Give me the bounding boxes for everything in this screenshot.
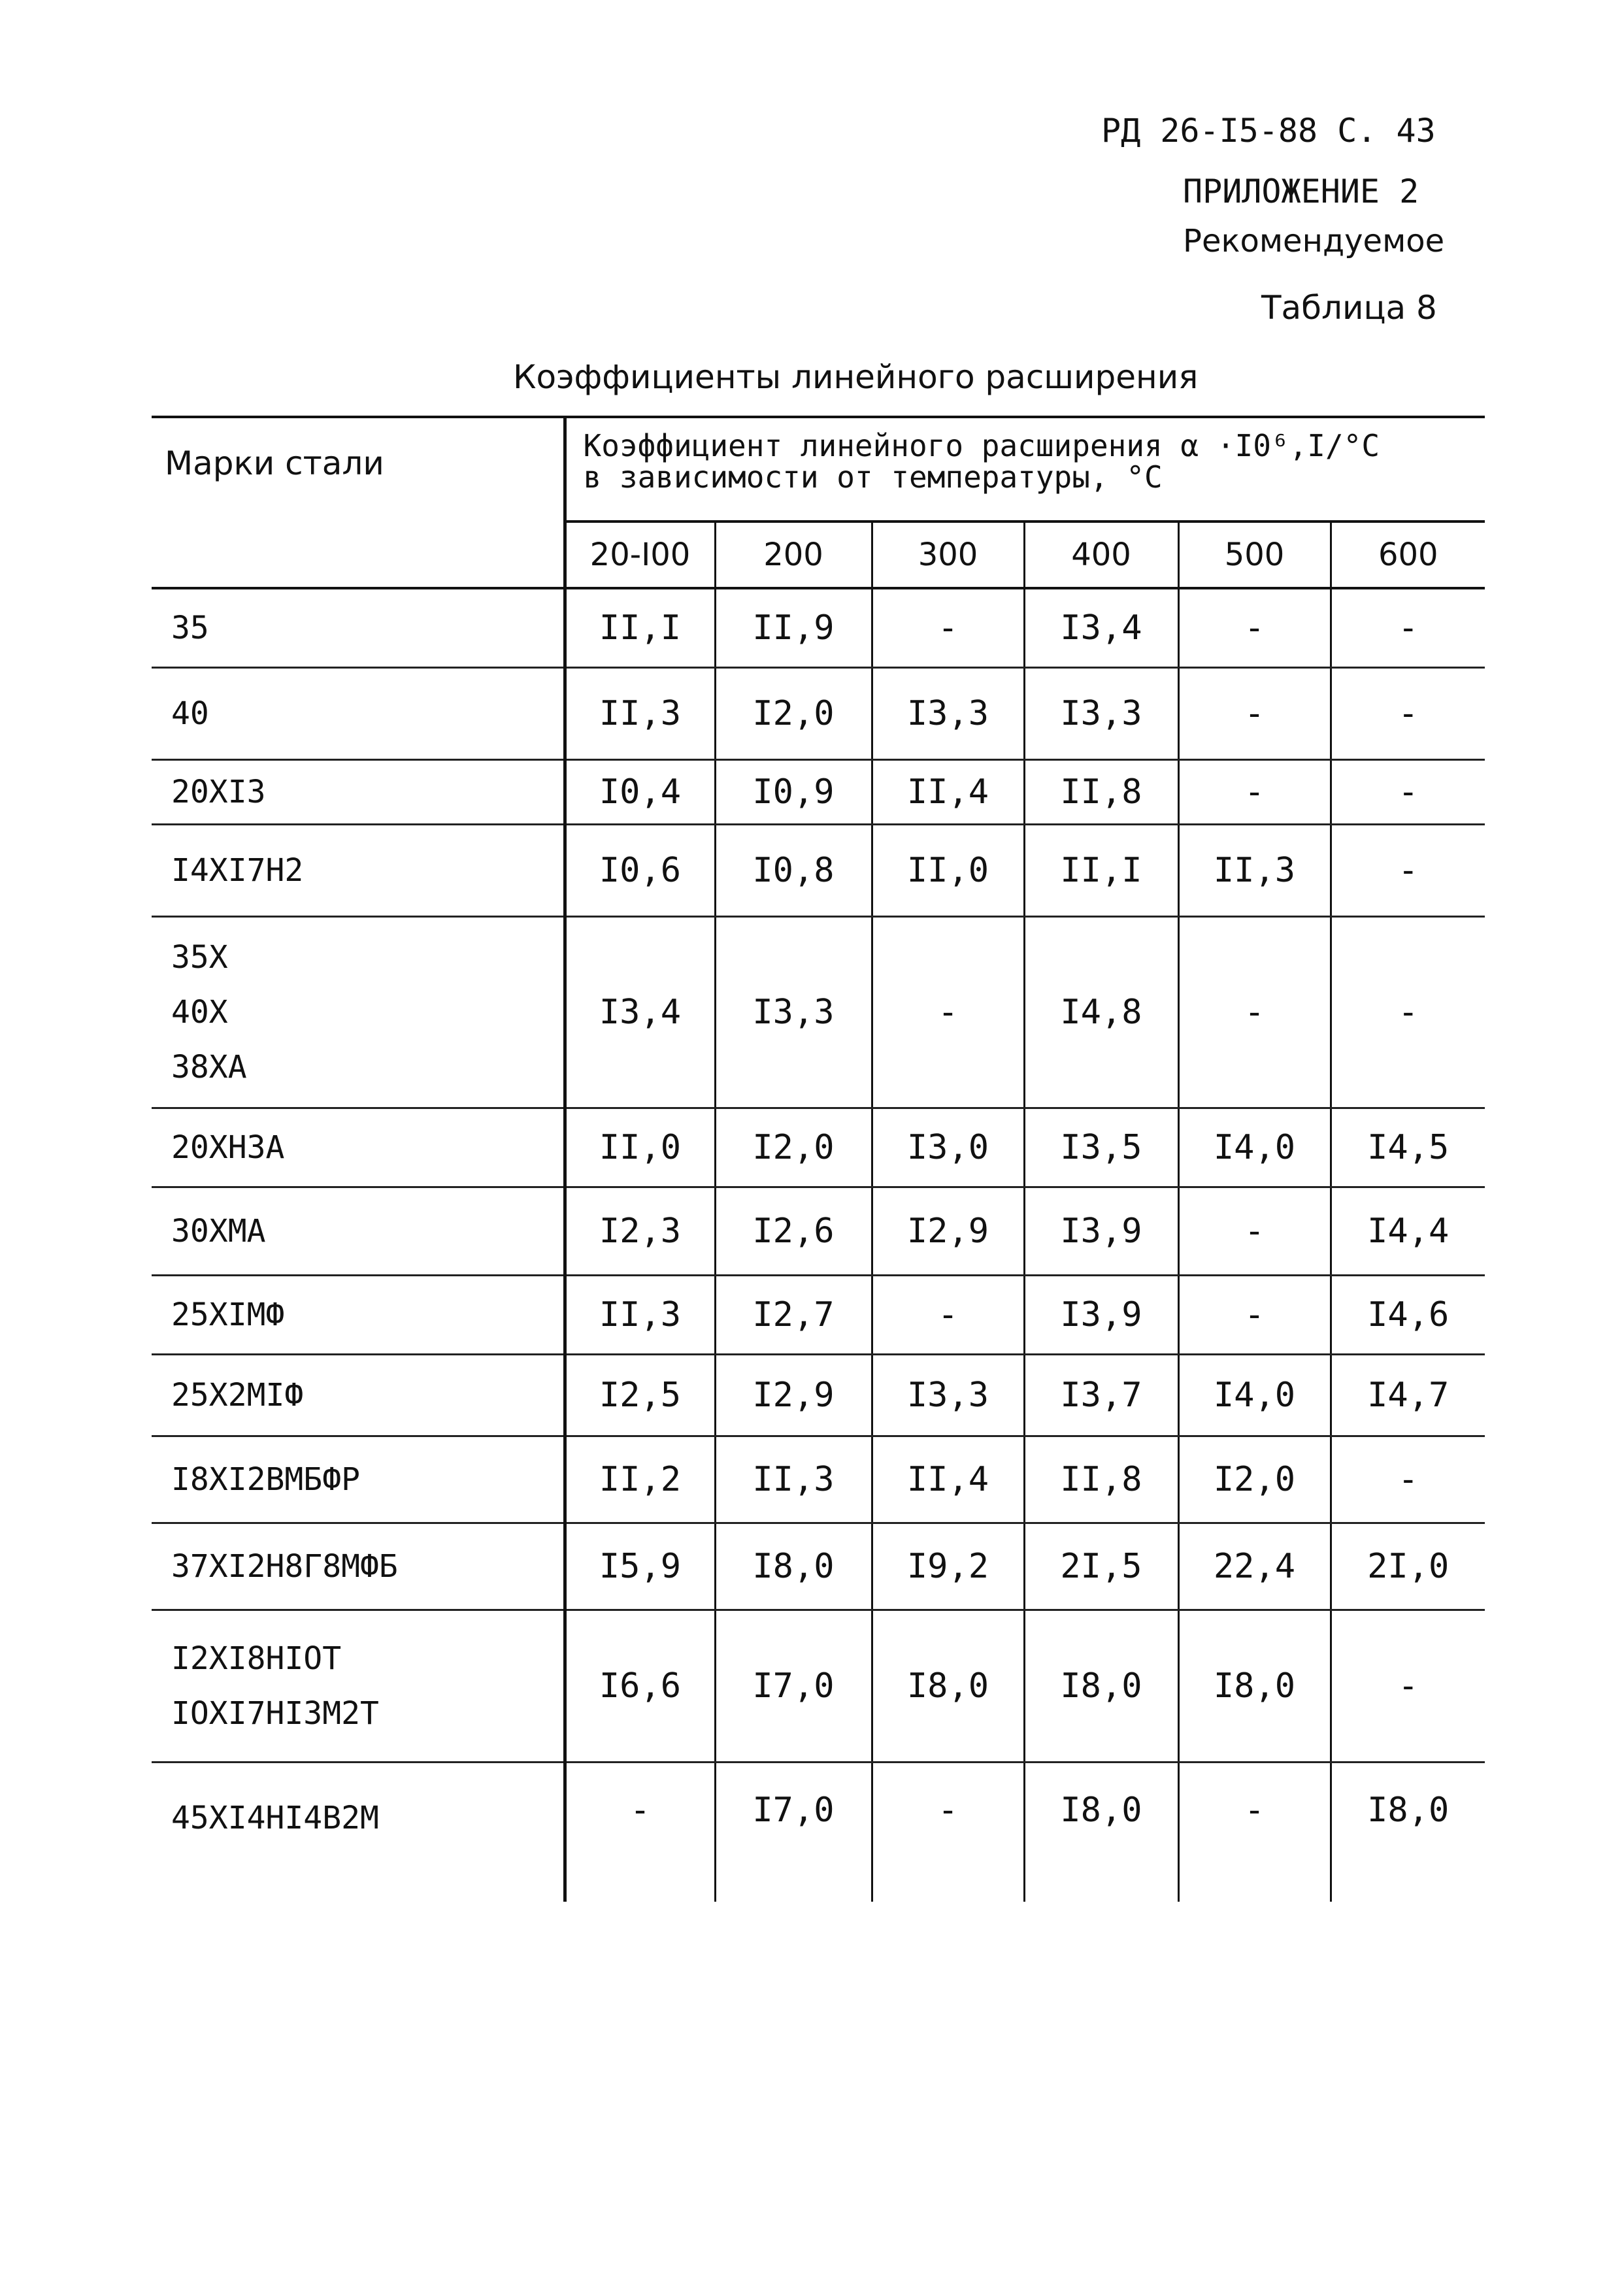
steel-grade-cell xyxy=(152,1355,565,1436)
coefficient-value: II,3 xyxy=(565,1276,715,1355)
steel-grade: 38XA xyxy=(171,1049,247,1085)
coefficient-value: I2,0 xyxy=(1178,1436,1331,1523)
temperature-header: 300 xyxy=(872,521,1024,588)
coefficient-value: I4,0 xyxy=(1178,1108,1331,1187)
coefficient-value: - xyxy=(1178,760,1331,825)
temperature-header: 20-I00 xyxy=(565,521,715,588)
steel-grade: I4XI7H2 xyxy=(171,852,304,889)
coefficient-value: I8,0 xyxy=(1024,1763,1178,1902)
coefficient-value: 2I,5 xyxy=(1024,1523,1178,1610)
coefficient-value: I3,3 xyxy=(872,668,1024,760)
coefficient-value: I8,0 xyxy=(872,1610,1024,1763)
coefficient-value: II,2 xyxy=(565,1436,715,1523)
table-header-row xyxy=(152,417,1485,521)
table-caption: Коэффициенты линейного расширения xyxy=(513,358,1199,396)
steel-grade: 37XI2H8Г8MФБ xyxy=(171,1548,398,1585)
coefficient-value: I2,5 xyxy=(565,1355,715,1436)
coefficient-value: - xyxy=(1178,917,1331,1108)
coefficient-value: I4,7 xyxy=(1331,1355,1485,1436)
steel-grade: 35 xyxy=(171,610,209,646)
coefficient-value: I4,4 xyxy=(1331,1187,1485,1276)
coefficient-value: - xyxy=(872,917,1024,1108)
steel-grade-cell xyxy=(152,1187,565,1276)
steel-grade: 20XI3 xyxy=(171,774,266,810)
coefficient-value: I2,6 xyxy=(715,1187,872,1276)
table-row xyxy=(152,1610,1485,1763)
coefficient-value: II,9 xyxy=(715,588,872,668)
coefficient-value: - xyxy=(1331,825,1485,917)
coefficient-value: I3,3 xyxy=(1024,668,1178,760)
steel-grade-cell xyxy=(152,1523,565,1610)
coefficient-value: I5,9 xyxy=(565,1523,715,1610)
coefficient-value: I9,2 xyxy=(872,1523,1024,1610)
coefficient-value: II,4 xyxy=(872,760,1024,825)
steel-grade-cell xyxy=(152,1108,565,1187)
coefficient-value: - xyxy=(872,588,1024,668)
coefficient-value: II,3 xyxy=(565,668,715,760)
appendix-status: Рекомендуемое xyxy=(1183,223,1445,259)
steel-grade: I8XI2BMБФР xyxy=(171,1461,360,1498)
table-row xyxy=(152,1355,1485,1436)
table-row xyxy=(152,668,1485,760)
coefficient-value: - xyxy=(565,1763,715,1902)
coefficient-value: - xyxy=(1178,1187,1331,1276)
coefficient-value: I2,9 xyxy=(872,1187,1024,1276)
coefficient-value: - xyxy=(1331,917,1485,1108)
coefficient-value: - xyxy=(1178,668,1331,760)
steel-grade-header: Марки стали xyxy=(152,417,565,588)
temperature-header: 500 xyxy=(1178,521,1331,588)
coefficient-value: I8,0 xyxy=(715,1523,872,1610)
table-row xyxy=(152,1523,1485,1610)
table-row xyxy=(152,1187,1485,1276)
table-row xyxy=(152,1276,1485,1355)
document-code: РД 26-I5-88 С. 43 xyxy=(1101,112,1436,150)
coefficient-header xyxy=(565,417,1485,521)
coefficient-value: I3,0 xyxy=(872,1108,1024,1187)
coefficient-value: I3,3 xyxy=(872,1355,1024,1436)
temperature-header: 200 xyxy=(715,521,872,588)
coefficient-value: II,3 xyxy=(715,1436,872,1523)
table-row xyxy=(152,588,1485,668)
coefficient-header-line2: в зависимости от температуры, °C xyxy=(583,459,1163,495)
steel-grade: I2XI8HIOT xyxy=(171,1640,342,1677)
steel-grade: 25X2MIФ xyxy=(171,1377,304,1414)
table-row xyxy=(152,1436,1485,1523)
coefficient-value: I7,0 xyxy=(715,1763,872,1902)
coefficient-value: II,3 xyxy=(1178,825,1331,917)
coefficient-value: I7,0 xyxy=(715,1610,872,1763)
steel-grade: 40 xyxy=(171,695,209,732)
steel-grade-cell xyxy=(152,825,565,917)
steel-grade: 40X xyxy=(171,994,228,1031)
coefficient-value: I3,9 xyxy=(1024,1276,1178,1355)
steel-grade-cell xyxy=(152,668,565,760)
table-number: Таблица 8 xyxy=(1261,289,1437,327)
coefficient-value: I0,8 xyxy=(715,825,872,917)
coefficient-value: I3,7 xyxy=(1024,1355,1178,1436)
coefficient-value: 2I,0 xyxy=(1331,1523,1485,1610)
coefficient-value: II,4 xyxy=(872,1436,1024,1523)
coefficient-value: I2,7 xyxy=(715,1276,872,1355)
steel-grade-cell xyxy=(152,917,565,1108)
coefficient-value: I4,8 xyxy=(1024,917,1178,1108)
coefficient-header-line1: Коэффициент линейного расширения α ·I0⁶,I/°C xyxy=(583,428,1380,463)
table-row xyxy=(152,917,1485,1108)
coefficient-value: I2,0 xyxy=(715,1108,872,1187)
coefficient-value: II,0 xyxy=(872,825,1024,917)
steel-grade: 20XH3A xyxy=(171,1129,285,1166)
coefficient-value: I0,4 xyxy=(565,760,715,825)
table-row xyxy=(152,760,1485,825)
coefficient-value: I8,0 xyxy=(1367,1791,1450,1830)
coefficient-value: I0,9 xyxy=(715,760,872,825)
steel-grade: 25XIMФ xyxy=(171,1297,285,1333)
coefficient-value: - xyxy=(1178,1763,1331,1902)
coefficient-value: I0,6 xyxy=(565,825,715,917)
coefficient-value: - xyxy=(1331,760,1485,825)
coefficient-value: II,8 xyxy=(1024,760,1178,825)
steel-grade: IOXI7HI3M2T xyxy=(171,1695,379,1732)
coefficient-value: 22,4 xyxy=(1178,1523,1331,1610)
coefficient-value: II,I xyxy=(565,588,715,668)
coefficient-value: I8,0 xyxy=(1178,1610,1331,1763)
coefficient-value: I6,6 xyxy=(565,1610,715,1763)
coefficient-value: - xyxy=(872,1763,1024,1902)
temperature-header: 400 xyxy=(1024,521,1178,588)
coefficient-value: II,0 xyxy=(565,1108,715,1187)
steel-grade-cell xyxy=(152,1610,565,1763)
coefficient-value: - xyxy=(1331,588,1485,668)
steel-grade: 35X xyxy=(171,939,228,976)
temperature-header: 600 xyxy=(1331,521,1485,588)
coefficient-value: I2,0 xyxy=(715,668,872,760)
coefficient-value: - xyxy=(1331,1610,1485,1763)
coefficient-value: - xyxy=(872,1276,1024,1355)
coefficient-value: I4,6 xyxy=(1331,1276,1485,1355)
coefficient-value: - xyxy=(1178,1276,1331,1355)
steel-grade: 45XI4HI4B2M xyxy=(171,1800,379,1836)
coefficient-value: - xyxy=(1178,588,1331,668)
appendix-label: ПРИЛОЖЕНИЕ 2 xyxy=(1183,173,1419,210)
coefficient-value: I3,4 xyxy=(1024,588,1178,668)
steel-grade-cell xyxy=(152,1763,565,1902)
coefficient-value: - xyxy=(1331,1436,1485,1523)
table-row xyxy=(152,825,1485,917)
coefficient-value: I8,0 xyxy=(1024,1610,1178,1763)
steel-grade-cell xyxy=(152,1436,565,1523)
table-row xyxy=(152,1108,1485,1187)
coefficient-value: I3,4 xyxy=(565,917,715,1108)
coefficient-value: I4,5 xyxy=(1331,1108,1485,1187)
coefficient-value: I3,5 xyxy=(1024,1108,1178,1187)
coefficient-value: I2,9 xyxy=(715,1355,872,1436)
steel-grade-cell xyxy=(152,588,565,668)
coefficient-value: I2,3 xyxy=(565,1187,715,1276)
steel-grade-cell xyxy=(152,760,565,825)
steel-grade-cell xyxy=(152,1276,565,1355)
coefficient-value: I3,3 xyxy=(715,917,872,1108)
steel-grade: 30XMA xyxy=(171,1213,266,1250)
coefficient-value: I3,9 xyxy=(1024,1187,1178,1276)
coefficient-value: - xyxy=(1331,668,1485,760)
coefficient-value: I4,0 xyxy=(1178,1355,1331,1436)
coefficient-value: II,8 xyxy=(1024,1436,1178,1523)
coefficient-value: II,I xyxy=(1024,825,1178,917)
expansion-coefficient-table xyxy=(152,416,1485,1902)
table-row xyxy=(152,1763,1485,1902)
